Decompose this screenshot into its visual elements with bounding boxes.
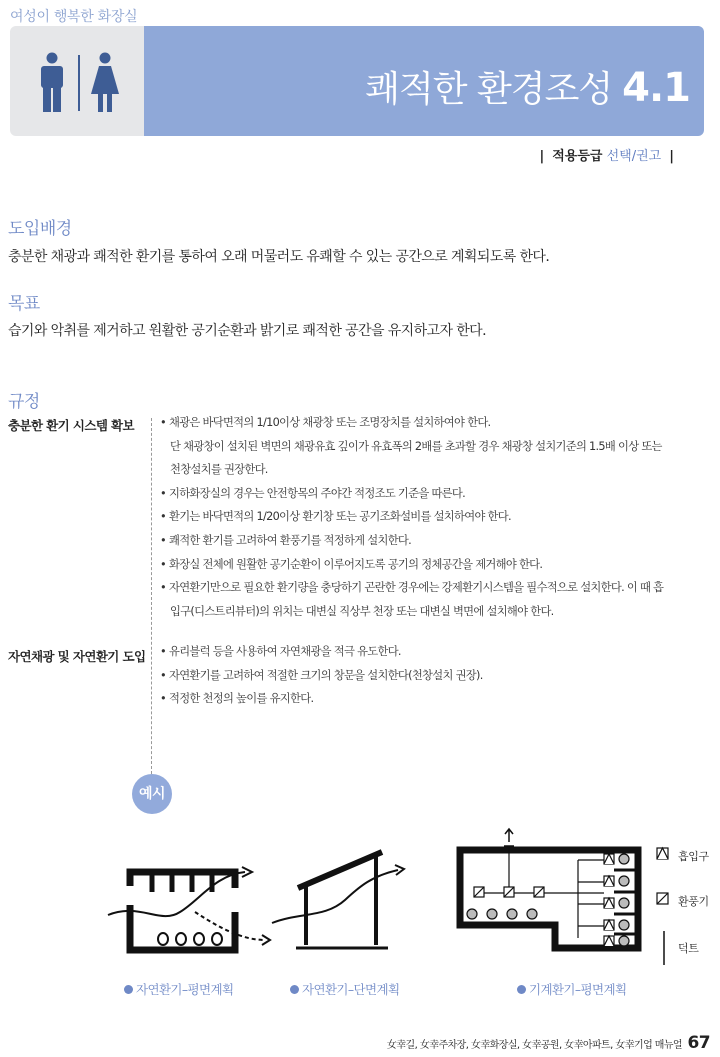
application-grade: | 적용등급 선택/권고 | <box>539 149 674 164</box>
list-item: 단 채광창이 설치된 벽면의 채광유효 깊이가 유효폭의 2배를 초과할 경우 채광창 설치기준의 1.5배 이상 또는 <box>170 439 662 453</box>
toilet-row <box>158 933 222 945</box>
page-title <box>365 61 690 112</box>
page-number: 67 <box>687 1033 710 1053</box>
goal-text: 습기와 악취를 제거하고 원활한 공기순환과 밝기로 쾌적한 공간을 유지하고자 한다. <box>8 323 486 339</box>
intro-title: 도입배경 <box>8 219 72 239</box>
page-footer <box>387 1033 710 1053</box>
section-number: 4.1 <box>622 65 690 111</box>
page-title-text: 쾌적한 환경조성 <box>365 69 613 110</box>
exhaust-arrow <box>504 829 514 846</box>
restroom-divider <box>78 55 80 111</box>
goal-title: 목표 <box>8 294 40 314</box>
footer-text: 女幸길, 女幸주차장, 女幸화장실, 女幸공원, 女幸아파트, 女幸기업 매뉴얼 <box>386 1040 682 1051</box>
list-item: • 자연환기만으로 필요한 환기량을 충당하기 곤란한 경우에는 강제환기시스템을 필수적으로 설치한다. 이 때 흡 <box>160 581 664 595</box>
intro-text: 충분한 채광과 쾌적한 환기를 통하여 오래 머물러도 유쾌할 수 있는 공간으로 계획되도록 한다. <box>8 249 550 265</box>
list-item: • 쾌적한 환기를 고려하여 환풍기를 적정하게 설치한다. <box>160 533 412 547</box>
caption-mechanical-plan: 기계환기–평면계획 <box>517 980 626 998</box>
list-item: • 환기는 바닥면적의 1/20이상 환기창 또는 공기조화설비를 설치하여야 한다. <box>160 510 511 524</box>
list-item: • 채광은 바닥면적의 1/10이상 채광창 또는 조명장치를 설치하여야 한다. <box>160 416 491 429</box>
grade-value: 선택/권고 <box>606 149 662 164</box>
list-item: 천창설치를 권장한다. <box>170 463 268 477</box>
list-item: • 화장실 전체에 원활한 공기순환이 이루어지도록 공기의 정체공간을 제거해야 한다. <box>160 557 543 571</box>
intake-vents <box>604 854 614 946</box>
grade-label: 적용등급 <box>552 149 603 164</box>
list-item: • 지하화장실의 경우는 안전항목의 주야간 적정조도 기준을 따른다. <box>160 486 465 500</box>
man-icon <box>37 52 67 114</box>
list-item: • 자연환기를 고려하여 적절한 크기의 창문을 설치한다(천창설치 권장). <box>160 668 483 682</box>
series-label: 여성이 행복한 화장실 <box>10 9 138 25</box>
list-item: • 유리블럭 등을 사용하여 자연채광을 적극 유도한다. <box>160 645 401 658</box>
caption-natural-section: 자연환기–단면계획 <box>290 980 399 998</box>
rule-label-ventilation: 충분한 환기 시스템 확보 <box>8 418 135 433</box>
rule-label-natural: 자연채광 및 자연환기 도입 <box>8 649 146 664</box>
rules-divider <box>151 418 152 774</box>
legend-intake: 흡입구 <box>678 850 709 863</box>
caption-natural-plan: 자연환기–평면계획 <box>124 980 233 998</box>
exhaust-fans <box>474 887 544 897</box>
ventilation-diagrams <box>0 820 720 980</box>
legend-icons <box>657 848 668 965</box>
rule-list-natural <box>160 640 715 711</box>
rule-list-ventilation <box>160 411 715 623</box>
woman-icon <box>88 52 122 114</box>
natural-ventilation-section-diagram <box>296 852 388 948</box>
banner-icon-panel <box>10 26 144 136</box>
example-badge: 예시 <box>132 774 172 814</box>
list-item: • 적정한 천정의 높이를 유지한다. <box>160 692 314 706</box>
airflow-arrow <box>272 870 398 923</box>
legend-duct: 덕트 <box>678 942 699 955</box>
airflow-arrow-dashed <box>195 912 265 940</box>
legend-fan: 환풍기 <box>678 895 709 908</box>
rules-title: 규정 <box>8 392 40 412</box>
list-item: 입구(디스트리뷰터)의 위치는 대변실 직상부 천장 또는 대변실 벽면에 설치해야 한다. <box>170 604 554 618</box>
banner-title-panel <box>144 26 704 136</box>
